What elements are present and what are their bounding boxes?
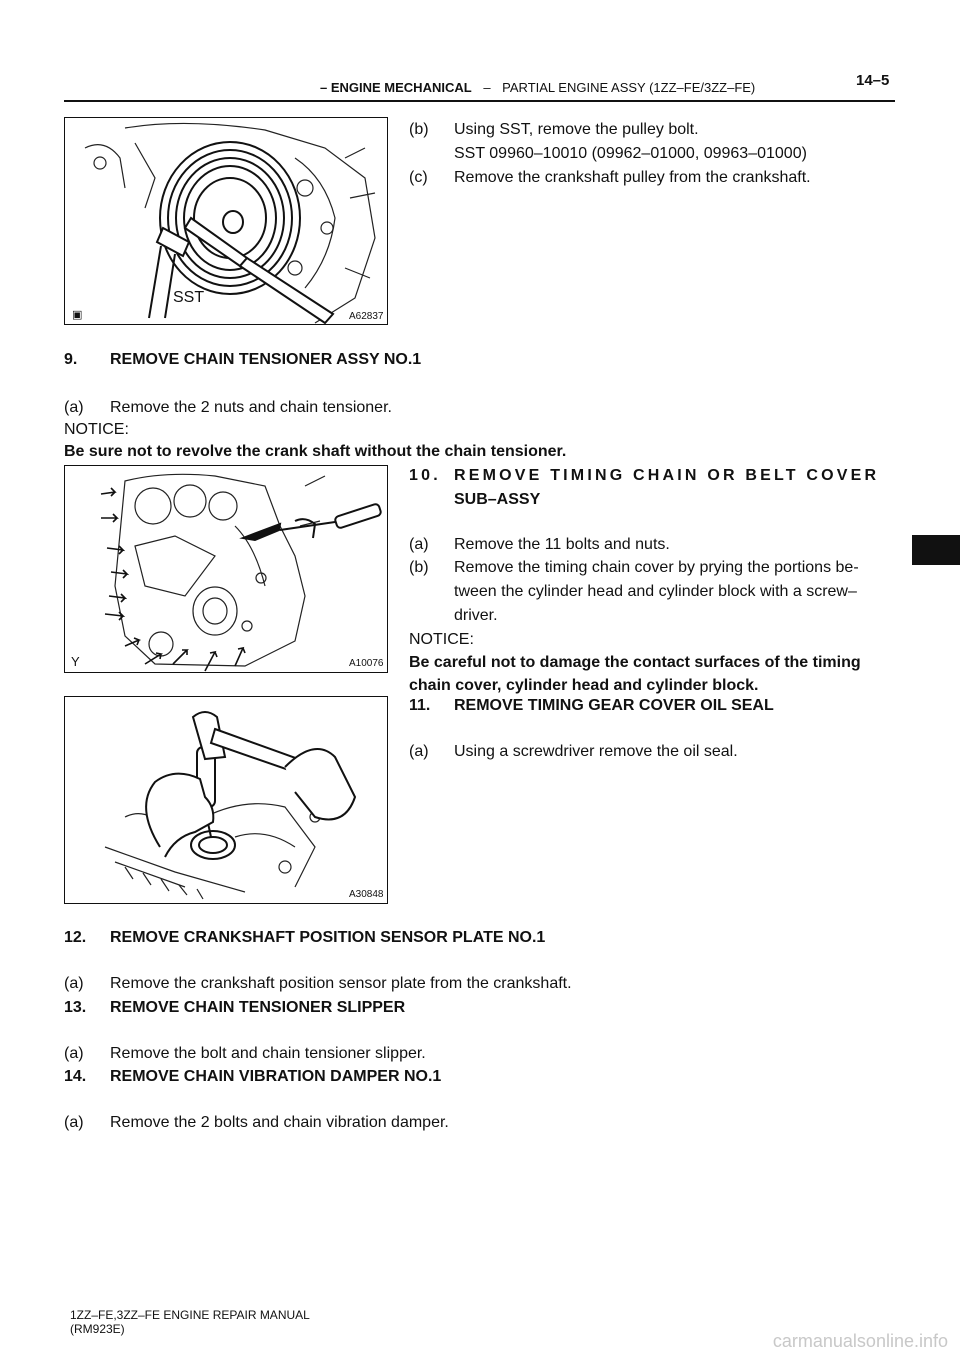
step-8c-tag: (c) <box>409 169 428 186</box>
step-14a-text: Remove the 2 bolts and chain vibration damper. <box>110 1114 449 1131</box>
step-12a-tag: (a) <box>64 975 84 992</box>
section-tab <box>912 535 960 565</box>
header-rule <box>64 100 895 102</box>
figure-mark: Y <box>71 654 80 669</box>
step-10b-text-1: Remove the timing chain cover by prying the portions be- <box>454 559 859 576</box>
footer-code: (RM923E) <box>70 1322 125 1336</box>
footer-manual: 1ZZ–FE,3ZZ–FE ENGINE REPAIR MANUAL <box>70 1308 310 1322</box>
running-header <box>320 80 755 95</box>
step-14a-tag: (a) <box>64 1114 84 1131</box>
watermark: carmanualsonline.info <box>772 1331 948 1351</box>
step-8c-text: Remove the crankshaft pulley from the crankshaft. <box>454 169 811 186</box>
step-13a-tag: (a) <box>64 1045 84 1062</box>
step-10-title-line1: REMOVE TIMING CHAIN OR BELT COVER <box>454 467 880 484</box>
step-11-number: 11. <box>409 697 431 714</box>
step-14-number: 14. <box>64 1068 87 1085</box>
step-12-number: 12. <box>64 929 87 946</box>
camera-icon: ▣ <box>72 309 83 321</box>
step-11a-tag: (a) <box>409 743 429 760</box>
figure-code: A30848 <box>349 889 384 900</box>
figure-code: A62837 <box>349 311 384 322</box>
figure-sst-label: SST <box>173 289 205 306</box>
step-12-title: REMOVE CRANKSHAFT POSITION SENSOR PLATE NO.1 <box>110 929 546 946</box>
footer <box>70 1308 310 1336</box>
step-12a-text: Remove the crankshaft position sensor plate from the crankshaft. <box>110 975 572 992</box>
step-10-notice-2: chain cover, cylinder head and cylinder block. <box>409 677 759 694</box>
step-10-notice-1: Be careful not to damage the contact surfaces of the timing <box>409 654 861 671</box>
step-11a-text: Using a screwdriver remove the oil seal. <box>454 743 738 760</box>
step-10b-text-2: tween the cylinder head and cylinder block with a screw– <box>454 583 857 600</box>
step-8b-sst: SST 09960–10010 (09962–01000, 09963–01000) <box>454 145 807 162</box>
step-10-number: 10. <box>409 467 441 484</box>
step-9-number: 9. <box>64 351 78 368</box>
step-10a-tag: (a) <box>409 536 429 553</box>
oil-seal-illustration <box>65 697 388 904</box>
timing-cover-illustration <box>65 466 388 673</box>
step-14-title: REMOVE CHAIN VIBRATION DAMPER NO.1 <box>110 1068 442 1085</box>
page-number: 14–5 <box>856 72 890 89</box>
step-9-notice-label: NOTICE: <box>64 421 129 438</box>
step-13a-text: Remove the bolt and chain tensioner slipper. <box>110 1045 426 1062</box>
step-8b-tag: (b) <box>409 121 429 138</box>
step-8b-text: Using SST, remove the pulley bolt. <box>454 121 699 138</box>
step-10b-tag: (b) <box>409 559 429 576</box>
step-11-title: REMOVE TIMING GEAR COVER OIL SEAL <box>454 697 774 714</box>
pulley-illustration <box>65 118 388 325</box>
figure-pulley-sst <box>64 117 388 325</box>
header-separator: – <box>483 80 491 95</box>
step-9-notice-text: Be sure not to revolve the crank shaft without the chain tensioner. <box>64 443 567 460</box>
step-13-title: REMOVE CHAIN TENSIONER SLIPPER <box>110 999 406 1016</box>
step-10a-text: Remove the 11 bolts and nuts. <box>454 536 670 553</box>
step-13-number: 13. <box>64 999 87 1016</box>
step-10b-text-3: driver. <box>454 607 498 624</box>
header-subsection: PARTIAL ENGINE ASSY (1ZZ–FE/3ZZ–FE) <box>502 80 756 95</box>
step-9a-tag: (a) <box>64 399 84 416</box>
figure-oil-seal <box>64 696 388 904</box>
header-section: – ENGINE MECHANICAL <box>320 80 472 95</box>
step-10-title-line2: SUB–ASSY <box>454 491 541 508</box>
figure-code: A10076 <box>349 658 384 669</box>
figure-timing-cover <box>64 465 388 673</box>
step-9a-text: Remove the 2 nuts and chain tensioner. <box>110 399 392 416</box>
step-10-notice-label: NOTICE: <box>409 631 474 648</box>
step-9-title: REMOVE CHAIN TENSIONER ASSY NO.1 <box>110 351 422 368</box>
